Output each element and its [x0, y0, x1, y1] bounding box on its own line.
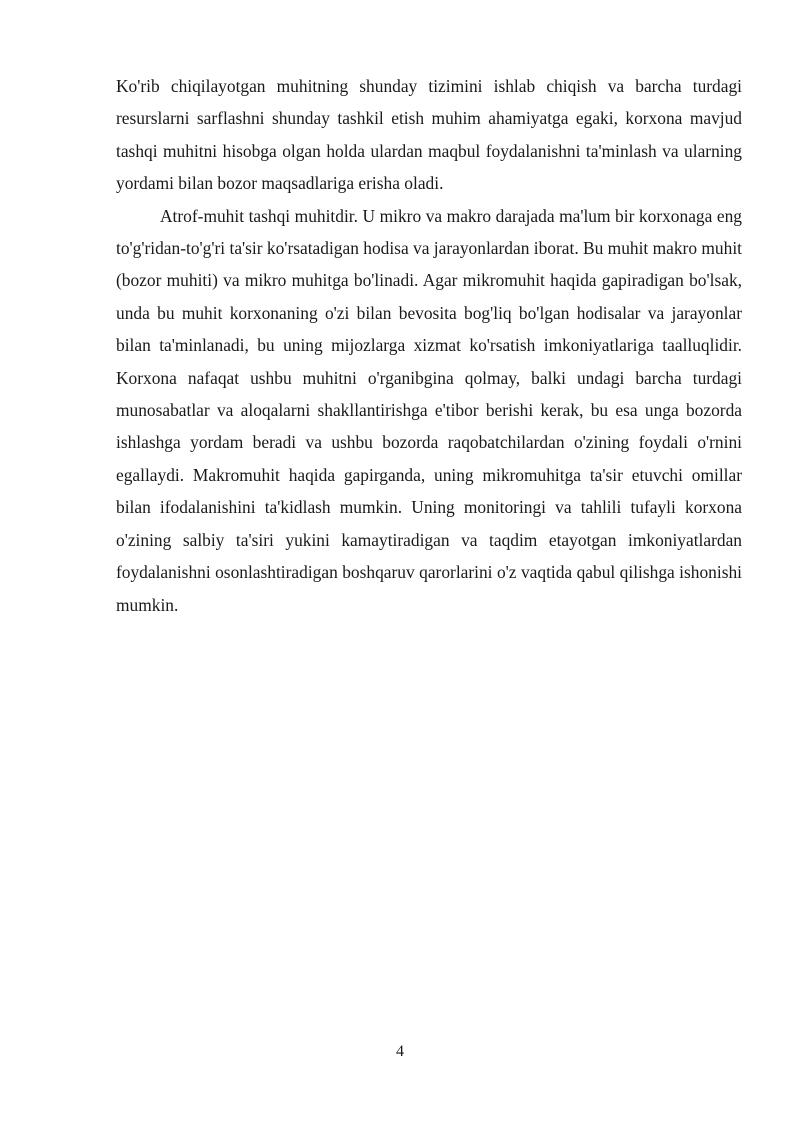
paragraph-2: Atrof-muhit tashqi muhitdir. U mikro va makro darajada ma'lum bir korxonaga eng to'g'ridan-to'g'ri ta'sir ko'rsatadigan hodisa va jarayonlardan iborat. Bu muhit makro muhit (bozor muhiti) va mikro muhitga bo'linadi. Agar mikromuhit haqida gapiradigan bo'lsak, unda bu muhit korxonaning o'zi bilan bevosita bog'liq bo'lgan hodisalar va jarayonlar bilan ta'minlanadi, bu uning mijozlarga xizmat ko'rsatish imkoniyatlariga taalluqlidir. Korxona nafaqat ushbu muhitni o'rganibgina qolmay, balki undagi barcha turdagi munosabatlar va aloqalarni shakllantirishga e'tibor berishi kerak, bu esa unga bozorda ishlashga yordam beradi va ushbu bozorda raqobatchilardan o'zining foydali o'rnini egallaydi. Makromuhit haqida gapirganda, uning mikromuhitga ta'sir etuvchi omillar bilan ifodalanishini ta'kidlash mumkin. Uning monitoringi va tahlili tufayli korxona o'zining salbiy ta'siri yukini kamaytiradigan va taqdim etayotgan imkoniyatlardan foydalanishni osonlashtiradigan boshqaruv qarorlarini o'z vaqtida qabul qilishga ishonishi mumkin.	[116, 205, 742, 615]
body-text	[116, 70, 742, 621]
page-number: 4	[396, 1043, 404, 1060]
paragraph-1: Ko'rib chiqilayotgan muhitning shunday tizimini ishlab chiqish va barcha turdagi resurslarni sarflashni shunday tashkil etish muhim ahamiyatga egaki, korxona mavjud tashqi muhitni hisobga olgan holda ulardan maqbul foydalanishni ta'minlash va ularning yordami bilan bozor maqsadlariga erisha oladi.	[116, 76, 742, 194]
